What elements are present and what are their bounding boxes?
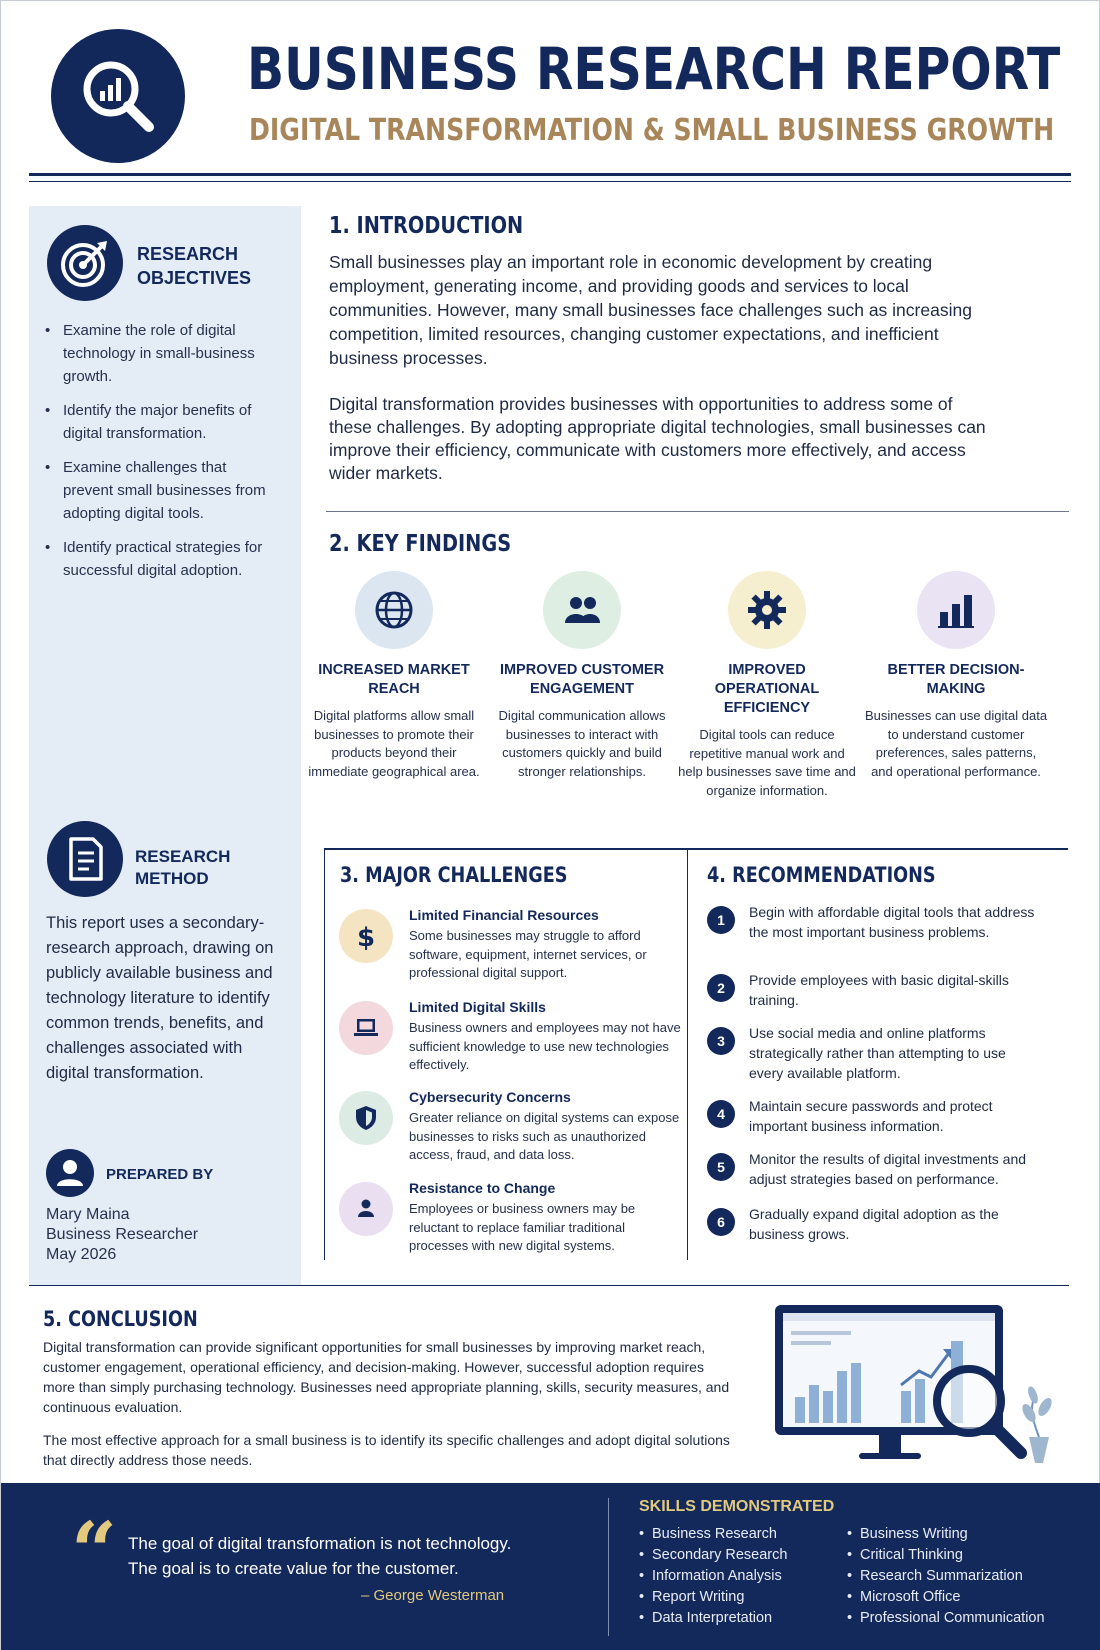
- finding-title: BETTER DECISION-MAKING: [887, 662, 1025, 697]
- challenges-title: 3. MAJOR CHALLENGES: [340, 863, 568, 887]
- list-item: • Identify practical strategies for successful digital adoption.: [45, 536, 277, 582]
- challenge-title: Limited Financial Resources: [409, 907, 599, 923]
- conclusion-paragraph-1: Digital transformation can provide significant opportunities for small businesses by improving market reach, customer engagement, operational efficiency, and decision-making. However, successful adoption requires more than simply purchasing technology. Businesses need appropriate planning, skills, security measures, and continuous evaluation.: [43, 1339, 730, 1415]
- recommendation-text: Use social media and online platforms strategically rather than attempting to use every available platform.: [749, 1025, 1006, 1081]
- prepared-by-heading: PREPARED BY: [106, 1166, 214, 1183]
- finding-operational-efficiency: [677, 571, 857, 800]
- challenge-resistance: [339, 1180, 669, 1260]
- recommendation-number: 5: [707, 1153, 735, 1181]
- people-icon: [543, 571, 621, 649]
- list-item: • Report Writing: [639, 1587, 787, 1608]
- bar-chart-icon: [917, 571, 995, 649]
- challenge-title: Cybersecurity Concerns: [409, 1089, 571, 1105]
- skills-list-right: [847, 1524, 1045, 1629]
- list-item: • Data Interpretation: [639, 1608, 787, 1629]
- skills-heading: SKILLS DEMONSTRATED: [639, 1498, 835, 1515]
- objectives-heading: RESEARCH OBJECTIVES: [137, 244, 252, 288]
- person-icon: [46, 1149, 94, 1197]
- section-divider: [326, 511, 1069, 512]
- findings-title: 2. KEY FINDINGS: [329, 531, 512, 557]
- list-item: • Information Analysis: [639, 1566, 787, 1587]
- challenge-text: Greater reliance on digital systems can expose businesses to risks such as unauthorized access, fraud, and data loss.: [409, 1110, 680, 1162]
- introduction-paragraph-1: Small businesses play an important role in economic development by creating employment, generating income, and providing goods and services to local communities. However, many small businesses face challenges such as increasing competition, limited resources, changing customer expectations, and inefficient business processes.: [329, 252, 972, 368]
- globe-icon: [355, 571, 433, 649]
- method-text: This report uses a secondary-research approach, drawing on publicly available business and technology literature to identify common trends, benefits, and challenges associated with digital transformation.: [46, 914, 274, 1082]
- list-item: • Business Writing: [847, 1524, 1045, 1545]
- list-item: • Research Summarization: [847, 1566, 1045, 1587]
- recommendation-text: Provide employees with basic digital-skills training.: [749, 972, 1009, 1008]
- finding-title: IMPROVED CUSTOMER ENGAGEMENT: [499, 662, 665, 697]
- challenge-text: Business owners and employees may not have sufficient knowledge to use new technologies effectively.: [409, 1020, 681, 1072]
- list-item: • Examine the role of digital technology in small-business growth.: [45, 319, 277, 388]
- report-date: May 2026: [46, 1246, 117, 1263]
- quote-mark-icon: “: [71, 1504, 118, 1598]
- method-heading: RESEARCH METHOD: [135, 847, 231, 888]
- list-item: • Secondary Research: [639, 1545, 787, 1566]
- dollar-icon: [339, 909, 393, 963]
- introduction-title: 1. INTRODUCTION: [329, 213, 524, 239]
- challenge-text: Some businesses may struggle to afford software, equipment, internet services, or professional digital support.: [409, 928, 647, 980]
- challenge-text: Employees or business owners may be reluctant to replace familiar traditional processes with new digital systems.: [409, 1201, 636, 1253]
- finding-title: IMPROVED OPERATIONAL EFFICIENCY: [714, 662, 820, 716]
- finding-text: Digital communication allows businesses to interact with customers quickly and build stronger relationships.: [498, 708, 666, 779]
- footer-divider: [608, 1498, 609, 1636]
- svg-text:$: $: [356, 923, 376, 950]
- challenge-title: Resistance to Change: [409, 1180, 556, 1196]
- conclusion-paragraph-2: The most effective approach for a small business is to identify its specific challenges and adopt digital solutions that directly address those needs.: [43, 1432, 730, 1468]
- finding-customer-engagement: [492, 571, 672, 781]
- recommendation-number: 2: [707, 974, 735, 1002]
- finding-market-reach: [304, 571, 484, 781]
- finding-title: INCREASED MARKET REACH: [318, 662, 470, 697]
- finding-text: Digital tools can reduce repetitive manual work and help businesses save time and organize information.: [678, 727, 856, 798]
- header-divider-thin: [29, 181, 1071, 182]
- list-item: • Examine challenges that prevent small businesses from adopting digital tools.: [45, 456, 277, 525]
- target-icon: [47, 225, 123, 301]
- monitor-analytics-magnifier-icon: [771, 1301, 1061, 1471]
- recommendation-text: Maintain secure passwords and protect important business information.: [749, 1098, 993, 1134]
- challenge-cybersecurity: [339, 1089, 680, 1169]
- list-item: • Microsoft Office: [847, 1587, 1045, 1608]
- recommendation-text: Begin with affordable digital tools that address the most important business problems.: [749, 904, 1035, 940]
- challenge-skills: [339, 999, 681, 1079]
- objectives-list: [45, 319, 277, 593]
- recommendation-text: Monitor the results of digital investments and adjust strategies based on performance.: [749, 1151, 1027, 1187]
- shield-icon: [339, 1091, 393, 1145]
- column-divider: [687, 848, 688, 1260]
- laptop-icon: [339, 1001, 393, 1055]
- list-item: • Critical Thinking: [847, 1545, 1045, 1566]
- header-divider: [29, 173, 1071, 176]
- conclusion-title: 5. CONCLUSION: [43, 1307, 198, 1331]
- recommendations-title: 4. RECOMMENDATIONS: [707, 863, 936, 887]
- author-role: Business Researcher: [46, 1226, 199, 1243]
- author-name: Mary Maina: [46, 1206, 130, 1223]
- recommendation-number: 4: [707, 1100, 735, 1128]
- list-item: • Business Research: [639, 1524, 787, 1545]
- list-item: • Professional Communication: [847, 1608, 1045, 1629]
- finding-text: Businesses can use digital data to understand customer preferences, sales patterns, and operational performance.: [864, 708, 1048, 779]
- skills-list-left: [639, 1524, 787, 1629]
- person-icon: [339, 1182, 393, 1236]
- introduction-paragraph-2: Digital transformation provides businesses with opportunities to address some of these challenges. By adopting appropriate digital technologies, small businesses can improve their efficiency, communicate with customers more effectively, and access wider markets.: [329, 394, 986, 483]
- magnifier-bar-chart-icon: [51, 29, 185, 163]
- recommendation-text: Gradually expand digital adoption as the business grows.: [749, 1206, 999, 1242]
- quote-author: – George Westerman: [361, 1587, 505, 1604]
- document-icon: [47, 821, 123, 897]
- list-item: • Identify the major benefits of digital transformation.: [45, 399, 277, 445]
- challenge-financial: [339, 907, 669, 987]
- report-subtitle: DIGITAL TRANSFORMATION & SMALL BUSINESS GROWTH: [249, 113, 1055, 148]
- report-title: BUSINESS RESEARCH REPORT: [247, 35, 1061, 103]
- recommendation-number: 6: [707, 1208, 735, 1236]
- recommendation-number: 3: [707, 1027, 735, 1055]
- conclusion-divider: [29, 1285, 1069, 1286]
- footer-quote: The goal of digital transformation is not technology. The goal is to create value for the customer.: [128, 1534, 512, 1578]
- recommendation-number: 1: [707, 906, 735, 934]
- finding-decision-making: [864, 571, 1048, 781]
- challenge-title: Limited Digital Skills: [409, 999, 546, 1015]
- finding-text: Digital platforms allow small businesses to promote their products beyond their immediate geographical area.: [308, 708, 480, 779]
- gear-icon: [728, 571, 806, 649]
